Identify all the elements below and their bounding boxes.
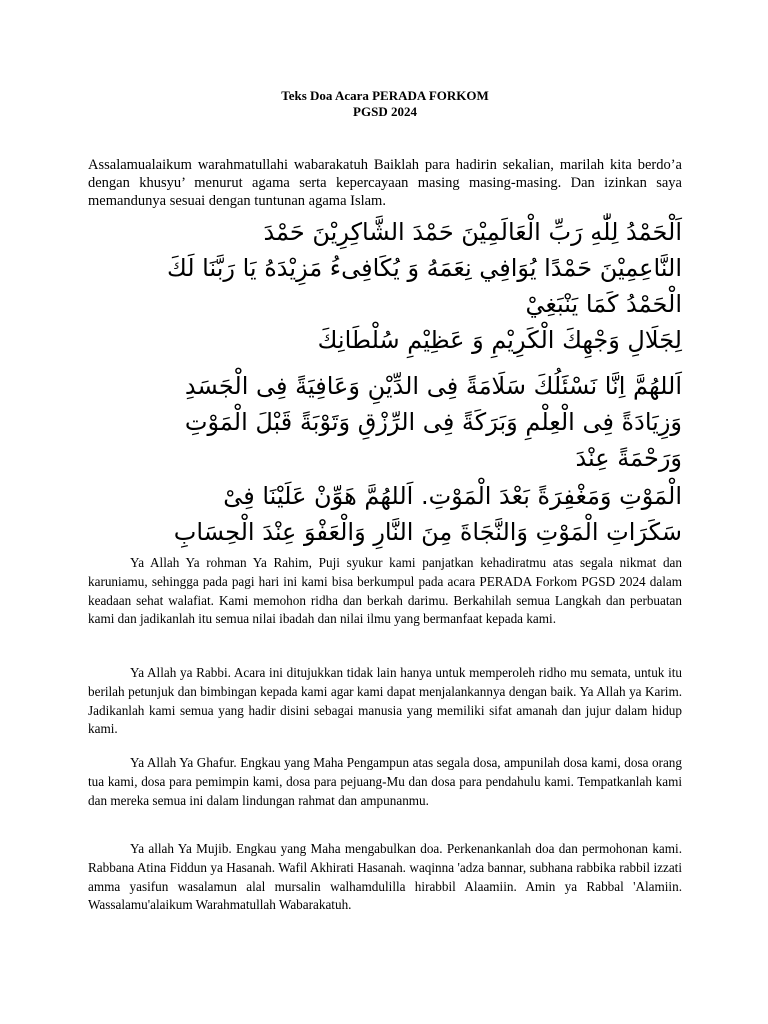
arabic-line: وَرَحْمَةً عِنْدَ: [575, 444, 682, 472]
arabic-line: سَكَرَاتِ الْمَوْتِ وَالنَّجَاةَ مِنَ النَّارِ وَالْعَفْوَ عِنْدَ الْحِسَابِ: [173, 518, 682, 546]
arabic-line: لِجَلَالِ وَجْهِكَ الْكَرِيْمِ وَ عَظِيْمِ سُلْطَانِكَ: [317, 326, 682, 354]
arabic-line: اَللهُمَّ اِنَّا نَسْئَلُكَ سَلَامَةً فِى الدِّيْنِ وَعَافِيَةً فِى الْجَسَدِ: [184, 372, 682, 400]
prayer-paragraph-2: Ya Allah ya Rabbi. Acara ini ditujukkan tidak lain hanya untuk memperoleh ridho mu semata, untuk itu berilah petunjuk dan bimbingan kepada kami agar kami dapat menjalankannya dengan baik. Ya Allah ya Karim. Jadikanlah kami semua yang hadir disini sebagai manusia yang memiliki sifat amanah dan jujur dalam hidup kami.: [88, 665, 682, 737]
arabic-prayer-block-1: [88, 214, 682, 322]
prayer-paragraph-3: Ya Allah Ya Ghafur. Engkau yang Maha Pengampun atas segala dosa, ampunilah dosa kami, dosa orang tua kami, dosa para pemimpin kami, dosa para pejuang-Mu dan dosa para pendahulu kami. Tempatkanlah kami dan mereka semua ini dalam lindungan rahmat dan ampunanmu.: [88, 755, 682, 808]
arabic-line: اَلْحَمْدُ لِلّٰهِ رَبِّ الْعَالَمِيْنَ حَمْدَ الشَّاكِرِيْنَ حَمْدَ: [263, 218, 682, 246]
title-line-1: Teks Doa Acara PERADA FORKOM: [281, 88, 489, 103]
document-title: [88, 88, 682, 120]
prayer-paragraph-4: Ya allah Ya Mujib. Engkau yang Maha mengabulkan doa. Perkenankanlah doa dan permohonan kami. Rabbana Atina Fiddun ya Hasanah. Wafil Akhirati Hasanah. waqinna 'adza bannar, subhana rabbika rabbil izzati amma yasifun wasalamun alal mursalin walhamdulilla hirabbil Alaamiin. Amin ya Rabbal 'Alamiin. Wassalamu'alaikum Warahmatullah Wabarakatuh.: [88, 841, 682, 913]
title-line-2: PGSD 2024: [353, 104, 417, 119]
arabic-line: الْحَمْدُ كَمَا يَنْبَغِيْ: [525, 290, 682, 318]
intro-paragraph: Assalamualaikum warahmatullahi wabarakatuh Baiklah para hadirin sekalian, marilah kita berdo’a dengan khusyu’ menurut agama serta kepercayaan masing masing-masing. Dan izinkan saya memandunya sesuai dengan tuntunan agama Islam.: [88, 157, 682, 209]
arabic-line: وَزِيَادَةً فِى الْعِلْمِ وَبَرَكَةً فِى الرِّزْقِ وَتَوْبَةً قَبْلَ الْمَوْتِ: [184, 408, 682, 436]
arabic-prayer-block-2: [88, 322, 682, 358]
arabic-line: الْمَوْتِ وَمَغْفِرَةً بَعْدَ الْمَوْتِ. اَللهُمَّ هَوِّنْ عَلَيْنَا فِىْ: [223, 482, 682, 510]
arabic-line: النَّاعِمِيْنَ حَمْدًا يُوَافِي نِعَمَهُ وَ يُكَافِىءُ مَزِيْدَهُ يَا رَبَّنَا لَكَ: [166, 254, 682, 282]
prayer-paragraph-1: Ya Allah Ya rohman Ya Rahim, Puji syukur kami panjatkan kehadiratmu atas segala nikmat dan karuniamu, sehingga pada pagi hari ini kami bisa berkumpul pada acara PERADA Forkom PGSD 2024 dalam keadaan sehat walafiat. Kami memohon ridha dan berkah darimu. Berkahilah semua Langkah dan perbuatan kami dan jadikanlah itu semua nilai ibadah dan nilai ilmu yang bermanfaat kepada kami.: [88, 555, 682, 627]
arabic-prayer-block-3: [88, 368, 682, 476]
arabic-prayer-block-4: [88, 478, 682, 550]
